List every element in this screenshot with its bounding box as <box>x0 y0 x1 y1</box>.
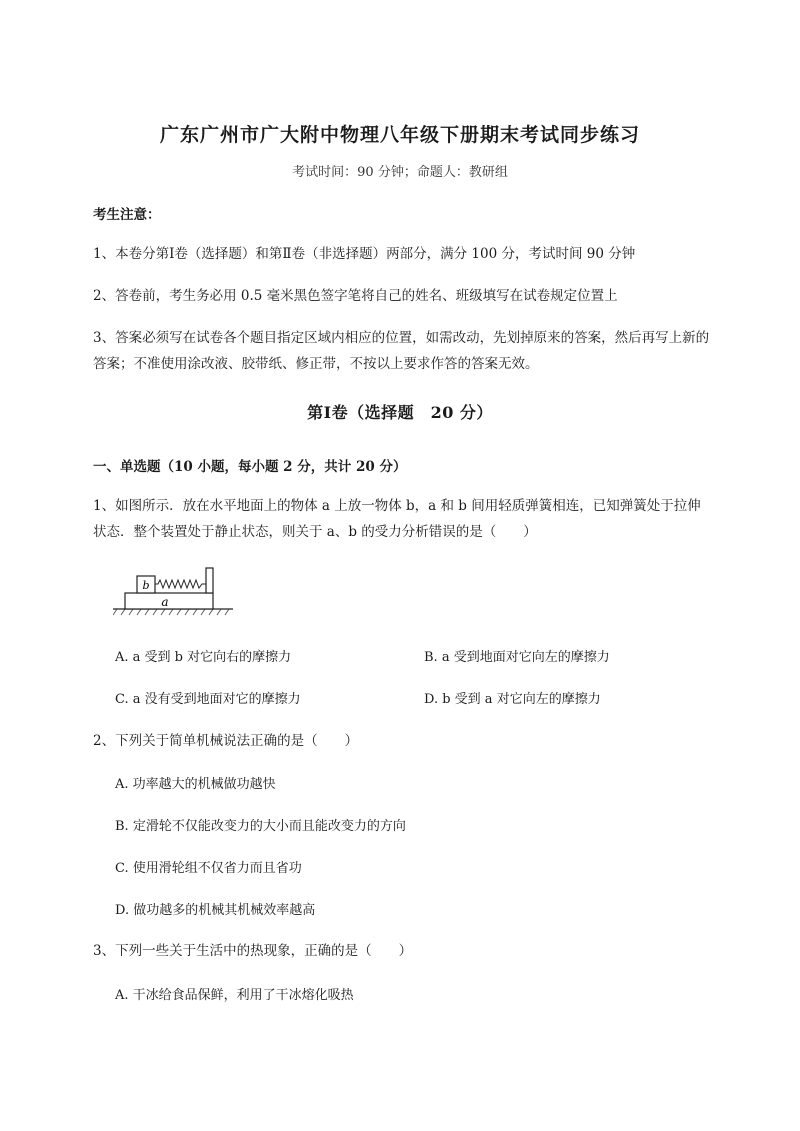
page-title: 广东广州市广大附中物理八年级下册期末考试同步练习 <box>159 124 640 146</box>
notice-item-1: 1、本卷分第Ⅰ卷（选择题）和第Ⅱ卷（非选择题）两部分，满分 100 分，考试时间 90 分钟 <box>93 246 636 262</box>
notice-heading: 考生注意： <box>93 207 161 223</box>
q2-option-d: D. 做功越多的机械其机械效率越高 <box>115 903 316 918</box>
page-subtitle: 考试时间：90 分钟；命题人：教研组 <box>292 165 508 180</box>
q1-option-b: B. a 受到地面对它向左的摩擦力 <box>424 650 610 665</box>
ground-hatching <box>113 609 229 615</box>
wall <box>206 568 213 593</box>
q1-option-c: C. a 没有受到地面对它的摩擦力 <box>115 692 301 707</box>
q3-option-a: A. 干冰给食品保鲜，利用了干冰熔化吸热 <box>115 988 354 1003</box>
block-a <box>125 593 213 609</box>
q1-option-a: A. a 受到 b 对它向右的摩擦力 <box>115 650 292 665</box>
section-title: 第Ⅰ卷（选择题 20 分） <box>307 403 493 422</box>
question-3-stem: 3、下列一些关于生活中的热现象，正确的是（ ） <box>93 943 413 959</box>
group-heading: 一、单选题（10 小题，每小题 2 分，共计 20 分） <box>93 459 407 475</box>
notice-item-2: 2、答卷前，考生务必用 0.5 毫米黑色签字笔将自己的姓名、班级填写在试卷规定位置上 <box>93 288 618 304</box>
label-b: b <box>142 579 150 592</box>
question-1-stem: 1、如图所示．放在水平地面上的物体 a 上放一物体 b，a 和 b 间用轻质弹簧相连，已知弹簧处于拉伸状态．整个装置处于静止状态，则关于 a、b 的受力分析错误的是（ ） <box>93 498 701 540</box>
notice-item-3: 3、答案必须写在试卷各个题目指定区域内相应的位置，如需改动，先划掉原来的答案，然后再写上新的答案；不准使用涂改液、胶带纸、修正带，不按以上要求作答的答案无效。 <box>93 330 710 372</box>
q1-option-d: D. b 受到 a 对它向左的摩擦力 <box>424 692 601 707</box>
spring <box>155 580 206 588</box>
question-2-stem: 2、下列关于简单机械说法正确的是（ ） <box>93 733 359 749</box>
q2-option-a: A. 功率越大的机械做功越快 <box>115 777 276 792</box>
label-a: a <box>161 595 169 609</box>
q2-option-b: B. 定滑轮不仅能改变力的大小而且能改变力的方向 <box>115 819 406 834</box>
q2-option-c: C. 使用滑轮组不仅省力而且省功 <box>115 861 302 876</box>
spring-blocks-figure <box>113 562 233 622</box>
